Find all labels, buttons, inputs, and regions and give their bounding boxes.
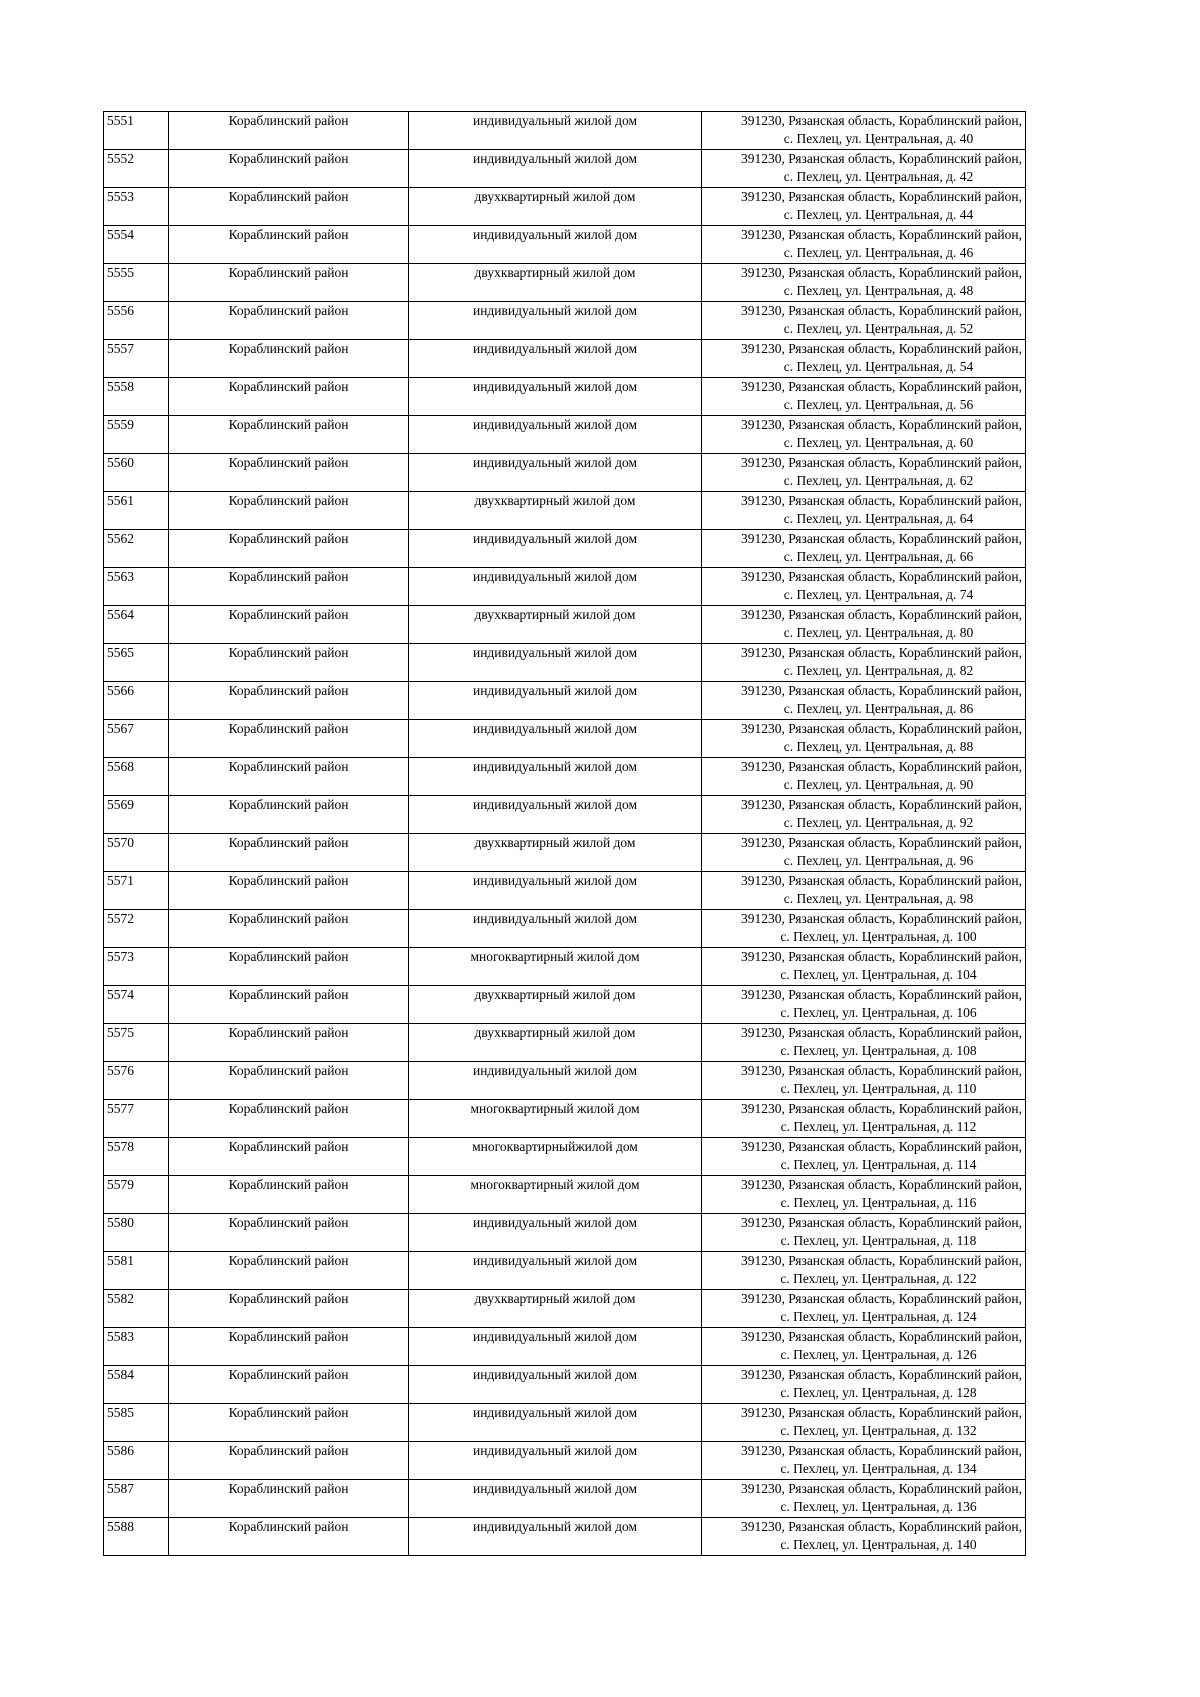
table-row (104, 302, 1026, 340)
district-cell: Кораблинский район (169, 568, 409, 606)
address-line-1: 391230, Рязанская область, Кораблинский район, (741, 1443, 1022, 1458)
address-line-2: с. Пехлец, ул. Центральная, д. 114 (780, 1157, 977, 1172)
address-line-2: с. Пехлец, ул. Центральная, д. 134 (780, 1461, 977, 1476)
row-number-cell: 5551 (104, 112, 169, 150)
address-cell (702, 1100, 1026, 1138)
table-row (104, 986, 1026, 1024)
district-cell: Кораблинский район (169, 1290, 409, 1328)
district-cell: Кораблинский район (169, 1176, 409, 1214)
object-type-cell: индивидуальный жилой дом (409, 1252, 702, 1290)
address-cell (702, 568, 1026, 606)
district-cell: Кораблинский район (169, 454, 409, 492)
object-type-cell: индивидуальный жилой дом (409, 112, 702, 150)
address-cell (702, 530, 1026, 568)
row-number-cell: 5555 (104, 264, 169, 302)
district-cell: Кораблинский район (169, 834, 409, 872)
address-line-1: 391230, Рязанская область, Кораблинский район, (741, 1519, 1022, 1534)
row-number-cell: 5574 (104, 986, 169, 1024)
address-line-1: 391230, Рязанская область, Кораблинский район, (741, 835, 1022, 850)
district-cell: Кораблинский район (169, 1404, 409, 1442)
address-line-1: 391230, Рязанская область, Кораблинский район, (741, 265, 1022, 280)
object-type-cell: двухквартирный жилой дом (409, 264, 702, 302)
object-type-cell: индивидуальный жилой дом (409, 568, 702, 606)
address-line-2: с. Пехлец, ул. Центральная, д. 66 (783, 549, 974, 564)
address-line-1: 391230, Рязанская область, Кораблинский район, (741, 1101, 1022, 1116)
row-number-cell: 5556 (104, 302, 169, 340)
district-cell: Кораблинский район (169, 1024, 409, 1062)
address-line-2: с. Пехлец, ул. Центральная, д. 90 (783, 777, 974, 792)
object-type-cell: индивидуальный жилой дом (409, 340, 702, 378)
address-line-1: 391230, Рязанская область, Кораблинский район, (741, 227, 1022, 242)
object-type-cell: индивидуальный жилой дом (409, 1442, 702, 1480)
registry-table-body (104, 112, 1026, 1556)
address-cell (702, 834, 1026, 872)
table-row (104, 112, 1026, 150)
address-cell (702, 986, 1026, 1024)
row-number-cell: 5573 (104, 948, 169, 986)
address-line-1: 391230, Рязанская область, Кораблинский район, (741, 607, 1022, 622)
object-type-cell: двухквартирный жилой дом (409, 188, 702, 226)
address-line-1: 391230, Рязанская область, Кораблинский район, (741, 341, 1022, 356)
table-row (104, 492, 1026, 530)
address-line-1: 391230, Рязанская область, Кораблинский район, (741, 1329, 1022, 1344)
address-cell (702, 682, 1026, 720)
address-cell (702, 226, 1026, 264)
district-cell: Кораблинский район (169, 910, 409, 948)
address-line-1: 391230, Рязанская область, Кораблинский район, (741, 151, 1022, 166)
district-cell: Кораблинский район (169, 150, 409, 188)
address-line-2: с. Пехлец, ул. Центральная, д. 124 (780, 1309, 977, 1324)
row-number-cell: 5559 (104, 416, 169, 454)
address-cell (702, 1290, 1026, 1328)
address-line-1: 391230, Рязанская область, Кораблинский район, (741, 721, 1022, 736)
address-line-1: 391230, Рязанская область, Кораблинский район, (741, 531, 1022, 546)
table-row (104, 340, 1026, 378)
object-type-cell: индивидуальный жилой дом (409, 378, 702, 416)
row-number-cell: 5553 (104, 188, 169, 226)
address-line-2: с. Пехлец, ул. Центральная, д. 74 (783, 587, 974, 602)
table-row (104, 1138, 1026, 1176)
district-cell: Кораблинский район (169, 1214, 409, 1252)
row-number-cell: 5571 (104, 872, 169, 910)
object-type-cell: индивидуальный жилой дом (409, 1062, 702, 1100)
address-line-2: с. Пехлец, ул. Центральная, д. 44 (783, 207, 974, 222)
row-number-cell: 5579 (104, 1176, 169, 1214)
row-number-cell: 5586 (104, 1442, 169, 1480)
object-type-cell: индивидуальный жилой дом (409, 720, 702, 758)
address-cell (702, 1404, 1026, 1442)
object-type-cell: индивидуальный жилой дом (409, 758, 702, 796)
row-number-cell: 5584 (104, 1366, 169, 1404)
object-type-cell: индивидуальный жилой дом (409, 454, 702, 492)
address-line-1: 391230, Рязанская область, Кораблинский район, (741, 303, 1022, 318)
address-line-2: с. Пехлец, ул. Центральная, д. 98 (783, 891, 974, 906)
row-number-cell: 5562 (104, 530, 169, 568)
address-cell (702, 1328, 1026, 1366)
table-row (104, 1442, 1026, 1480)
table-row (104, 1100, 1026, 1138)
row-number-cell: 5583 (104, 1328, 169, 1366)
district-cell: Кораблинский район (169, 682, 409, 720)
address-cell (702, 454, 1026, 492)
district-cell: Кораблинский район (169, 986, 409, 1024)
address-line-2: с. Пехлец, ул. Центральная, д. 96 (783, 853, 974, 868)
address-line-1: 391230, Рязанская область, Кораблинский район, (741, 949, 1022, 964)
object-type-cell: индивидуальный жилой дом (409, 226, 702, 264)
registry-table (103, 111, 1026, 1556)
table-row (104, 1252, 1026, 1290)
address-line-2: с. Пехлец, ул. Центральная, д. 48 (783, 283, 974, 298)
table-row (104, 758, 1026, 796)
object-type-cell: многоквартирный жилой дом (409, 948, 702, 986)
district-cell: Кораблинский район (169, 378, 409, 416)
row-number-cell: 5577 (104, 1100, 169, 1138)
row-number-cell: 5557 (104, 340, 169, 378)
address-line-1: 391230, Рязанская область, Кораблинский район, (741, 379, 1022, 394)
district-cell: Кораблинский район (169, 1442, 409, 1480)
row-number-cell: 5563 (104, 568, 169, 606)
table-row (104, 606, 1026, 644)
row-number-cell: 5554 (104, 226, 169, 264)
district-cell: Кораблинский район (169, 1480, 409, 1518)
district-cell: Кораблинский район (169, 492, 409, 530)
table-row (104, 720, 1026, 758)
table-row (104, 644, 1026, 682)
row-number-cell: 5552 (104, 150, 169, 188)
table-row (104, 568, 1026, 606)
address-cell (702, 1252, 1026, 1290)
object-type-cell: двухквартирный жилой дом (409, 1290, 702, 1328)
address-line-2: с. Пехлец, ул. Центральная, д. 110 (780, 1081, 977, 1096)
table-row (104, 1366, 1026, 1404)
address-line-2: с. Пехлец, ул. Центральная, д. 62 (783, 473, 974, 488)
address-line-1: 391230, Рязанская область, Кораблинский район, (741, 1367, 1022, 1382)
address-line-2: с. Пехлец, ул. Центральная, д. 108 (780, 1043, 977, 1058)
row-number-cell: 5581 (104, 1252, 169, 1290)
district-cell: Кораблинский район (169, 188, 409, 226)
address-cell (702, 606, 1026, 644)
table-row (104, 1176, 1026, 1214)
object-type-cell: многоквартирныйжилой дом (409, 1138, 702, 1176)
address-cell (702, 188, 1026, 226)
object-type-cell: индивидуальный жилой дом (409, 530, 702, 568)
row-number-cell: 5565 (104, 644, 169, 682)
address-cell (702, 758, 1026, 796)
district-cell: Кораблинский район (169, 872, 409, 910)
address-line-1: 391230, Рязанская область, Кораблинский район, (741, 1481, 1022, 1496)
row-number-cell: 5582 (104, 1290, 169, 1328)
table-row (104, 872, 1026, 910)
address-line-1: 391230, Рязанская область, Кораблинский район, (741, 1177, 1022, 1192)
object-type-cell: индивидуальный жилой дом (409, 910, 702, 948)
address-cell (702, 1480, 1026, 1518)
address-cell (702, 112, 1026, 150)
address-line-2: с. Пехлец, ул. Центральная, д. 88 (783, 739, 974, 754)
object-type-cell: индивидуальный жилой дом (409, 1518, 702, 1556)
district-cell: Кораблинский район (169, 758, 409, 796)
address-line-2: с. Пехлец, ул. Центральная, д. 116 (780, 1195, 977, 1210)
object-type-cell: индивидуальный жилой дом (409, 1404, 702, 1442)
address-cell (702, 1442, 1026, 1480)
row-number-cell: 5561 (104, 492, 169, 530)
address-line-2: с. Пехлец, ул. Центральная, д. 40 (783, 131, 974, 146)
district-cell: Кораблинский район (169, 796, 409, 834)
table-row (104, 682, 1026, 720)
object-type-cell: индивидуальный жилой дом (409, 796, 702, 834)
table-row (104, 416, 1026, 454)
address-cell (702, 796, 1026, 834)
district-cell: Кораблинский район (169, 948, 409, 986)
address-cell (702, 1062, 1026, 1100)
table-row (104, 796, 1026, 834)
district-cell: Кораблинский район (169, 1366, 409, 1404)
table-row (104, 1290, 1026, 1328)
row-number-cell: 5585 (104, 1404, 169, 1442)
table-row (104, 1024, 1026, 1062)
address-line-1: 391230, Рязанская область, Кораблинский район, (741, 1291, 1022, 1306)
district-cell: Кораблинский район (169, 264, 409, 302)
table-row (104, 226, 1026, 264)
address-line-2: с. Пехлец, ул. Центральная, д. 136 (780, 1499, 977, 1514)
address-line-2: с. Пехлец, ул. Центральная, д. 118 (780, 1233, 977, 1248)
district-cell: Кораблинский район (169, 112, 409, 150)
address-line-2: с. Пехлец, ул. Центральная, д. 80 (783, 625, 974, 640)
address-cell (702, 264, 1026, 302)
table-row (104, 264, 1026, 302)
address-line-2: с. Пехлец, ул. Центральная, д. 112 (780, 1119, 977, 1134)
table-row (104, 948, 1026, 986)
object-type-cell: индивидуальный жилой дом (409, 302, 702, 340)
object-type-cell: индивидуальный жилой дом (409, 150, 702, 188)
table-row (104, 1062, 1026, 1100)
address-cell (702, 340, 1026, 378)
row-number-cell: 5578 (104, 1138, 169, 1176)
object-type-cell: индивидуальный жилой дом (409, 644, 702, 682)
row-number-cell: 5558 (104, 378, 169, 416)
row-number-cell: 5580 (104, 1214, 169, 1252)
row-number-cell: 5588 (104, 1518, 169, 1556)
address-line-1: 391230, Рязанская область, Кораблинский район, (741, 759, 1022, 774)
object-type-cell: индивидуальный жилой дом (409, 1214, 702, 1252)
address-line-1: 391230, Рязанская область, Кораблинский район, (741, 911, 1022, 926)
address-line-2: с. Пехлец, ул. Центральная, д. 92 (783, 815, 974, 830)
address-line-1: 391230, Рязанская область, Кораблинский район, (741, 797, 1022, 812)
district-cell: Кораблинский район (169, 1328, 409, 1366)
address-cell (702, 378, 1026, 416)
address-line-1: 391230, Рязанская область, Кораблинский район, (741, 683, 1022, 698)
address-line-1: 391230, Рязанская область, Кораблинский район, (741, 1025, 1022, 1040)
address-line-2: с. Пехлец, ул. Центральная, д. 60 (783, 435, 974, 450)
table-row (104, 378, 1026, 416)
row-number-cell: 5566 (104, 682, 169, 720)
district-cell: Кораблинский район (169, 720, 409, 758)
object-type-cell: многоквартирный жилой дом (409, 1100, 702, 1138)
object-type-cell: индивидуальный жилой дом (409, 1328, 702, 1366)
object-type-cell: двухквартирный жилой дом (409, 1024, 702, 1062)
object-type-cell: двухквартирный жилой дом (409, 986, 702, 1024)
row-number-cell: 5572 (104, 910, 169, 948)
address-line-1: 391230, Рязанская область, Кораблинский район, (741, 1405, 1022, 1420)
address-line-2: с. Пехлец, ул. Центральная, д. 100 (780, 929, 977, 944)
district-cell: Кораблинский район (169, 1252, 409, 1290)
address-line-2: с. Пехлец, ул. Центральная, д. 54 (783, 359, 974, 374)
address-line-1: 391230, Рязанская область, Кораблинский район, (741, 417, 1022, 432)
address-line-2: с. Пехлец, ул. Центральная, д. 104 (780, 967, 977, 982)
table-row (104, 1214, 1026, 1252)
address-line-1: 391230, Рязанская область, Кораблинский район, (741, 987, 1022, 1002)
table-row (104, 1328, 1026, 1366)
address-line-1: 391230, Рязанская область, Кораблинский район, (741, 873, 1022, 888)
table-row (104, 188, 1026, 226)
address-cell (702, 416, 1026, 454)
address-line-1: 391230, Рязанская область, Кораблинский район, (741, 645, 1022, 660)
address-cell (702, 1366, 1026, 1404)
district-cell: Кораблинский район (169, 340, 409, 378)
address-line-2: с. Пехлец, ул. Центральная, д. 64 (783, 511, 974, 526)
district-cell: Кораблинский район (169, 1518, 409, 1556)
address-cell (702, 948, 1026, 986)
row-number-cell: 5567 (104, 720, 169, 758)
district-cell: Кораблинский район (169, 1062, 409, 1100)
object-type-cell: индивидуальный жилой дом (409, 872, 702, 910)
address-line-2: с. Пехлец, ул. Центральная, д. 126 (780, 1347, 977, 1362)
address-cell (702, 644, 1026, 682)
object-type-cell: двухквартирный жилой дом (409, 606, 702, 644)
address-line-2: с. Пехлец, ул. Центральная, д. 122 (780, 1271, 977, 1286)
object-type-cell: индивидуальный жилой дом (409, 682, 702, 720)
address-line-1: 391230, Рязанская область, Кораблинский район, (741, 493, 1022, 508)
address-line-2: с. Пехлец, ул. Центральная, д. 56 (783, 397, 974, 412)
address-cell (702, 910, 1026, 948)
address-line-1: 391230, Рязанская область, Кораблинский район, (741, 113, 1022, 128)
address-line-2: с. Пехлец, ул. Центральная, д. 52 (783, 321, 974, 336)
address-cell (702, 150, 1026, 188)
address-line-1: 391230, Рязанская область, Кораблинский район, (741, 1253, 1022, 1268)
address-line-2: с. Пехлец, ул. Центральная, д. 128 (780, 1385, 977, 1400)
address-cell (702, 1138, 1026, 1176)
district-cell: Кораблинский район (169, 606, 409, 644)
table-row (104, 530, 1026, 568)
address-cell (702, 492, 1026, 530)
object-type-cell: многоквартирный жилой дом (409, 1176, 702, 1214)
table-row (104, 834, 1026, 872)
address-line-1: 391230, Рязанская область, Кораблинский район, (741, 569, 1022, 584)
district-cell: Кораблинский район (169, 302, 409, 340)
address-cell (702, 872, 1026, 910)
address-line-2: с. Пехлец, ул. Центральная, д. 46 (783, 245, 974, 260)
address-cell (702, 1024, 1026, 1062)
address-cell (702, 1518, 1026, 1556)
table-row (104, 1518, 1026, 1556)
table-row (104, 1480, 1026, 1518)
row-number-cell: 5560 (104, 454, 169, 492)
address-cell (702, 1214, 1026, 1252)
district-cell: Кораблинский район (169, 416, 409, 454)
address-line-1: 391230, Рязанская область, Кораблинский район, (741, 1215, 1022, 1230)
row-number-cell: 5576 (104, 1062, 169, 1100)
table-row (104, 1404, 1026, 1442)
object-type-cell: двухквартирный жилой дом (409, 834, 702, 872)
row-number-cell: 5569 (104, 796, 169, 834)
address-line-1: 391230, Рязанская область, Кораблинский район, (741, 455, 1022, 470)
object-type-cell: индивидуальный жилой дом (409, 1480, 702, 1518)
address-line-2: с. Пехлец, ул. Центральная, д. 140 (780, 1537, 977, 1552)
object-type-cell: индивидуальный жилой дом (409, 1366, 702, 1404)
address-cell (702, 302, 1026, 340)
address-line-1: 391230, Рязанская область, Кораблинский район, (741, 1139, 1022, 1154)
district-cell: Кораблинский район (169, 530, 409, 568)
row-number-cell: 5568 (104, 758, 169, 796)
object-type-cell: индивидуальный жилой дом (409, 416, 702, 454)
address-cell (702, 1176, 1026, 1214)
district-cell: Кораблинский район (169, 644, 409, 682)
row-number-cell: 5575 (104, 1024, 169, 1062)
address-line-2: с. Пехлец, ул. Центральная, д. 42 (783, 169, 974, 184)
district-cell: Кораблинский район (169, 1138, 409, 1176)
row-number-cell: 5587 (104, 1480, 169, 1518)
table-row (104, 910, 1026, 948)
row-number-cell: 5564 (104, 606, 169, 644)
object-type-cell: двухквартирный жилой дом (409, 492, 702, 530)
district-cell: Кораблинский район (169, 226, 409, 264)
address-line-2: с. Пехлец, ул. Центральная, д. 86 (783, 701, 974, 716)
address-line-2: с. Пехлец, ул. Центральная, д. 106 (780, 1005, 977, 1020)
address-line-1: 391230, Рязанская область, Кораблинский район, (741, 1063, 1022, 1078)
table-row (104, 150, 1026, 188)
row-number-cell: 5570 (104, 834, 169, 872)
address-line-2: с. Пехлец, ул. Центральная, д. 82 (783, 663, 974, 678)
address-line-1: 391230, Рязанская область, Кораблинский район, (741, 189, 1022, 204)
address-cell (702, 720, 1026, 758)
district-cell: Кораблинский район (169, 1100, 409, 1138)
address-line-2: с. Пехлец, ул. Центральная, д. 132 (780, 1423, 977, 1438)
table-row (104, 454, 1026, 492)
